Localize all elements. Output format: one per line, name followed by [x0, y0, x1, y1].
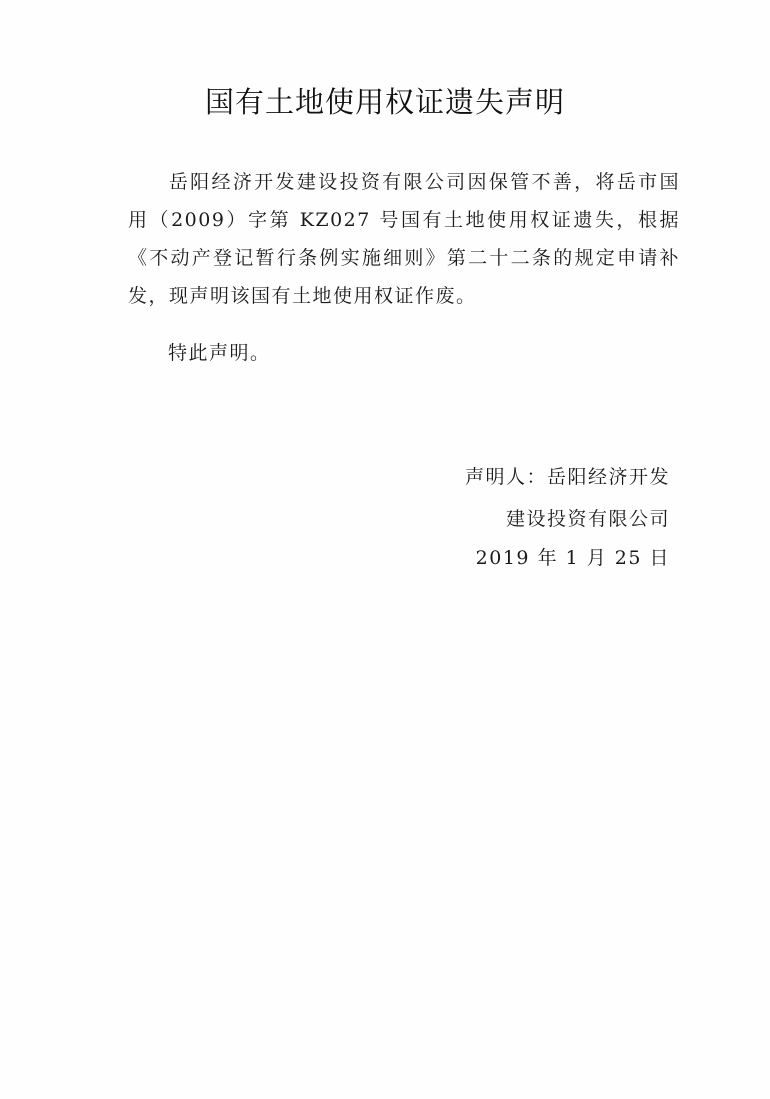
closing-line	[128, 334, 271, 372]
signature-company: 建设投资有限公司	[505, 508, 670, 530]
signature-declarant: 声明人：岳阳经济开发	[464, 466, 670, 488]
signature-date: 2019 年 1 月 25 日	[475, 547, 670, 569]
document-title: 国有土地使用权证遗失声明	[204, 85, 565, 119]
closing-text: 特此声明。	[168, 342, 271, 364]
statement-paragraph	[128, 163, 680, 315]
statement-text: 岳阳经济开发建设投资有限公司因保管不善，将岳市国用（2009）字第 KZ027 号国有土地使用权证遗失，根据《不动产登记暂行条例实施细则》第二十二条的规定申请补发，现声明该国有土地使用权证作废。	[128, 171, 680, 307]
